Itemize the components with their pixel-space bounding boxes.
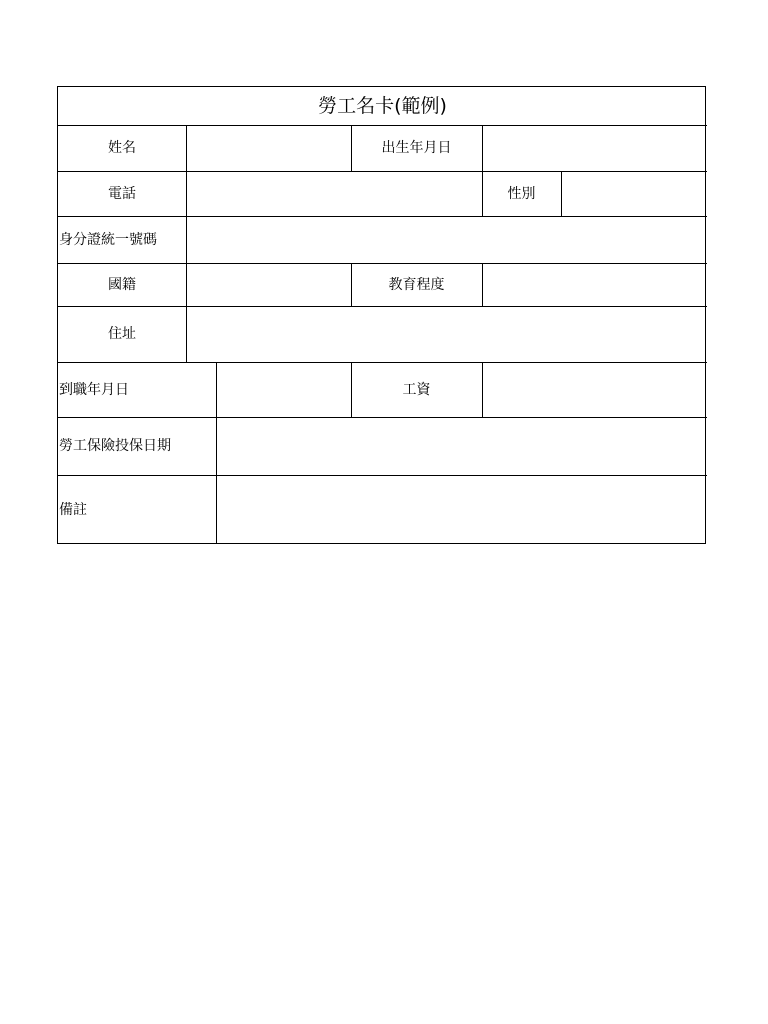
address-label: 住址 xyxy=(108,326,136,342)
remarks-label: 備註 xyxy=(59,501,87,518)
remarks-field[interactable] xyxy=(217,476,706,544)
hire-date-field[interactable] xyxy=(217,363,351,417)
name-field[interactable] xyxy=(187,126,351,171)
insurance-date-field[interactable] xyxy=(217,418,706,475)
insurance-date-label: 勞工保險投保日期 xyxy=(59,438,171,454)
phone-label: 電話 xyxy=(108,185,136,202)
labor-card-form xyxy=(57,86,706,544)
gender-field[interactable] xyxy=(562,172,706,216)
address-field[interactable] xyxy=(187,307,706,362)
wage-label: 工資 xyxy=(402,381,431,398)
birthdate-field[interactable] xyxy=(483,126,706,171)
name-label: 姓名 xyxy=(108,140,136,156)
hire-date-label: 到職年月日 xyxy=(59,381,129,398)
wage-field[interactable] xyxy=(483,363,706,417)
education-field[interactable] xyxy=(483,264,706,306)
phone-field[interactable] xyxy=(187,172,482,216)
form-title: 勞工名卡(範例) xyxy=(318,94,447,117)
nationality-label: 國籍 xyxy=(108,276,136,293)
nationality-field[interactable] xyxy=(187,264,351,306)
gender-label: 性別 xyxy=(507,185,536,202)
id-number-field[interactable] xyxy=(187,217,706,263)
education-label: 教育程度 xyxy=(388,276,445,293)
id-number-label: 身分證統一號碼 xyxy=(59,231,157,248)
birthdate-label: 出生年月日 xyxy=(381,140,452,156)
